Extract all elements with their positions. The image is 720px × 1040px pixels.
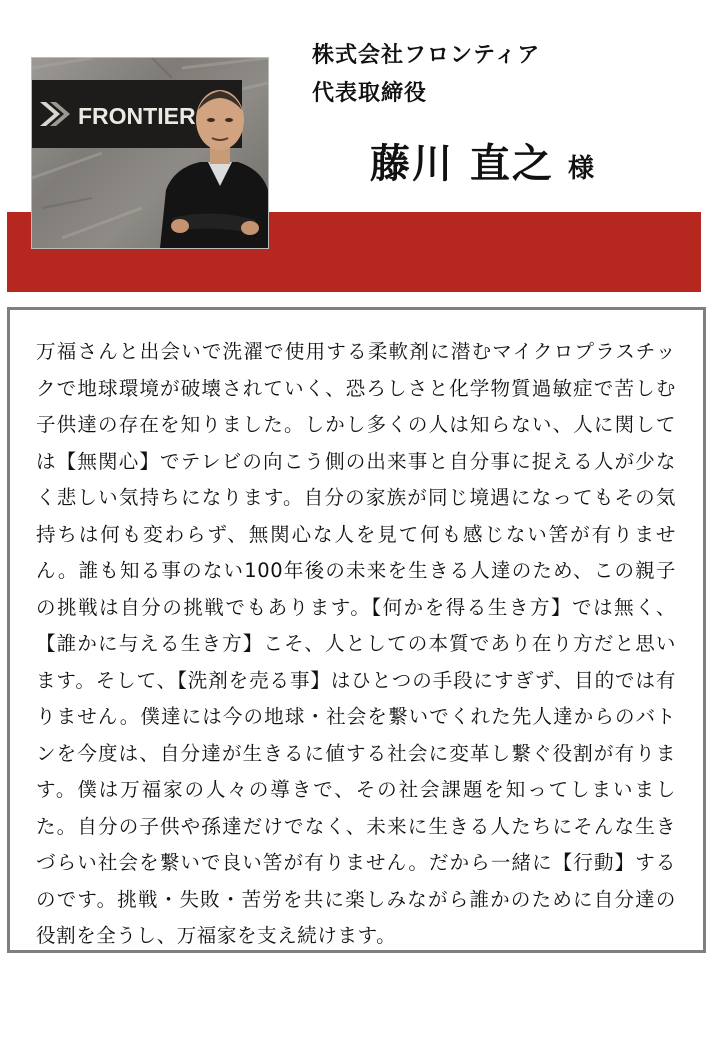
portrait-illustration bbox=[32, 58, 268, 248]
person-body bbox=[160, 162, 268, 248]
logo-sign-text: FRONTIER bbox=[78, 103, 196, 129]
message-text: 万福さんと出会いで洗濯で使用する柔軟剤に潜むマイクロプラスチックで地球環境が破壊されていく、恐ろしさと化学物質過敏症で苦しむ子供達の存在を知りました。しかし多くの人は知らない、人に関しては【無関心】でテレビの向こう側の出来事と自分事に捉える人が少なく悲しい気持ちになります。自分の家族が同じ境遇になってもその気持ちは何も変わらず、無関心な人を見て何も感じない筈が有りません。誰も知る事のない100年後の未来を生きる人達のため、この親子の挑戦は自分の挑戦でもあります。【何かを得る生き方】では無く、【誰かに与える生き方】こそ、人としての本質であり在り方だと思います。そして、【洗剤を売る事】はひとつの手段にすぎず、目的では有りません。僕達には今の地球・社会を繋いでくれた先人達からのバトンを今度は、自分達が生きるに値する社会に変革し繋ぐ役割が有ります。僕は万福家の人々の導きで、その社会課題を知ってしまいました。自分の子供や孫達だけでなく、未来に生きる人たちにそんな生きづらい社会を繋いで良い筈が有りません。だから一緒に【行動】するのです。挑戦・失敗・苦労を共に楽しみながら誰かのために自分達の役割を全うし、万福家を支え続けます。 bbox=[36, 340, 676, 947]
portrait-photo bbox=[32, 58, 268, 248]
position-title: 代表取締役 bbox=[312, 81, 428, 106]
person-name-line bbox=[370, 132, 594, 189]
honorific: 様 bbox=[567, 154, 594, 184]
company-name: 株式会社フロンティア bbox=[312, 43, 541, 68]
person-name: 藤川 直之 bbox=[370, 141, 554, 187]
message-box bbox=[7, 307, 706, 953]
